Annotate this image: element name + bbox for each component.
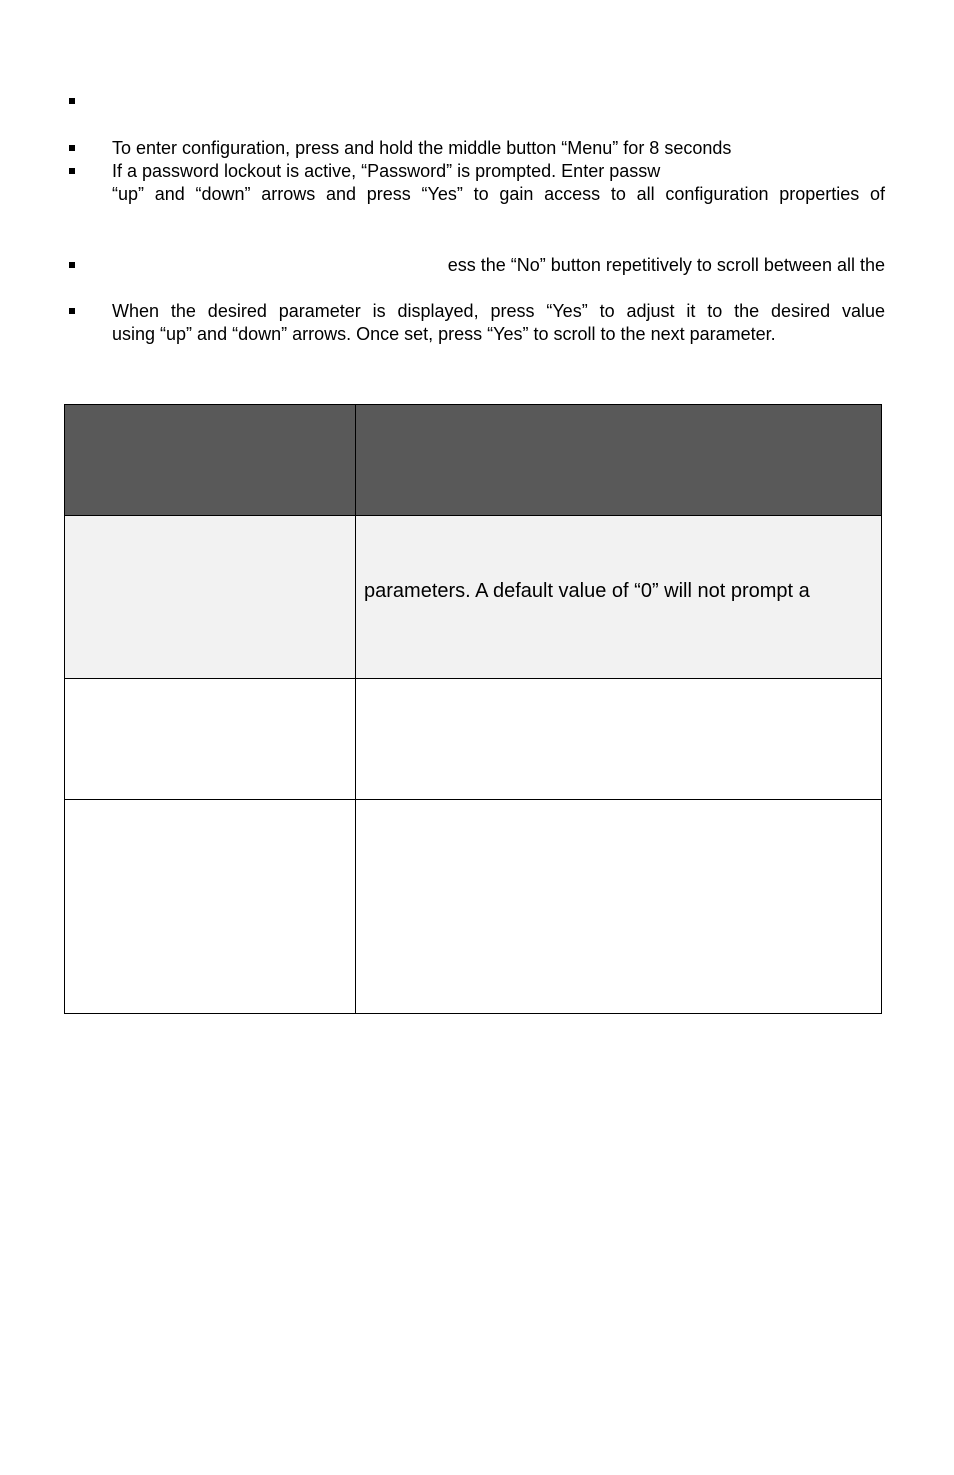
row-divider	[65, 678, 881, 679]
instruction-adjust-line2: using “up” and “down” arrows. Once set, press “Yes” to scroll to the next parameter.	[112, 324, 776, 344]
instruction-password-line1: If a password lockout is active, “Password” is prompted. Enter passw	[112, 161, 661, 181]
bullet-marker	[69, 262, 75, 268]
instruction-password-line2: “up” and “down” arrows and press “Yes” to gain access to all configuration properties of	[112, 184, 885, 204]
table-header-row	[65, 405, 881, 515]
instruction-adjust-line1: When the desired parameter is displayed, press “Yes” to adjust it to the desired value	[112, 301, 885, 321]
instruction-enter-configuration: To enter configuration, press and hold the middle button “Menu” for 8 seconds	[112, 138, 732, 158]
bullet-marker	[69, 168, 75, 174]
column-divider	[355, 405, 356, 1013]
instruction-scroll-fragment: ess the “No” button repetitively to scroll between all the	[447, 255, 885, 275]
bullet-marker	[69, 145, 75, 151]
bullet-marker	[69, 98, 75, 104]
row-divider	[65, 515, 881, 516]
row-divider	[65, 799, 881, 800]
parameter-table	[64, 404, 882, 1014]
table-cell-description: parameters. A default value of “0” will not prompt a	[364, 580, 810, 602]
bullet-marker	[69, 308, 75, 314]
